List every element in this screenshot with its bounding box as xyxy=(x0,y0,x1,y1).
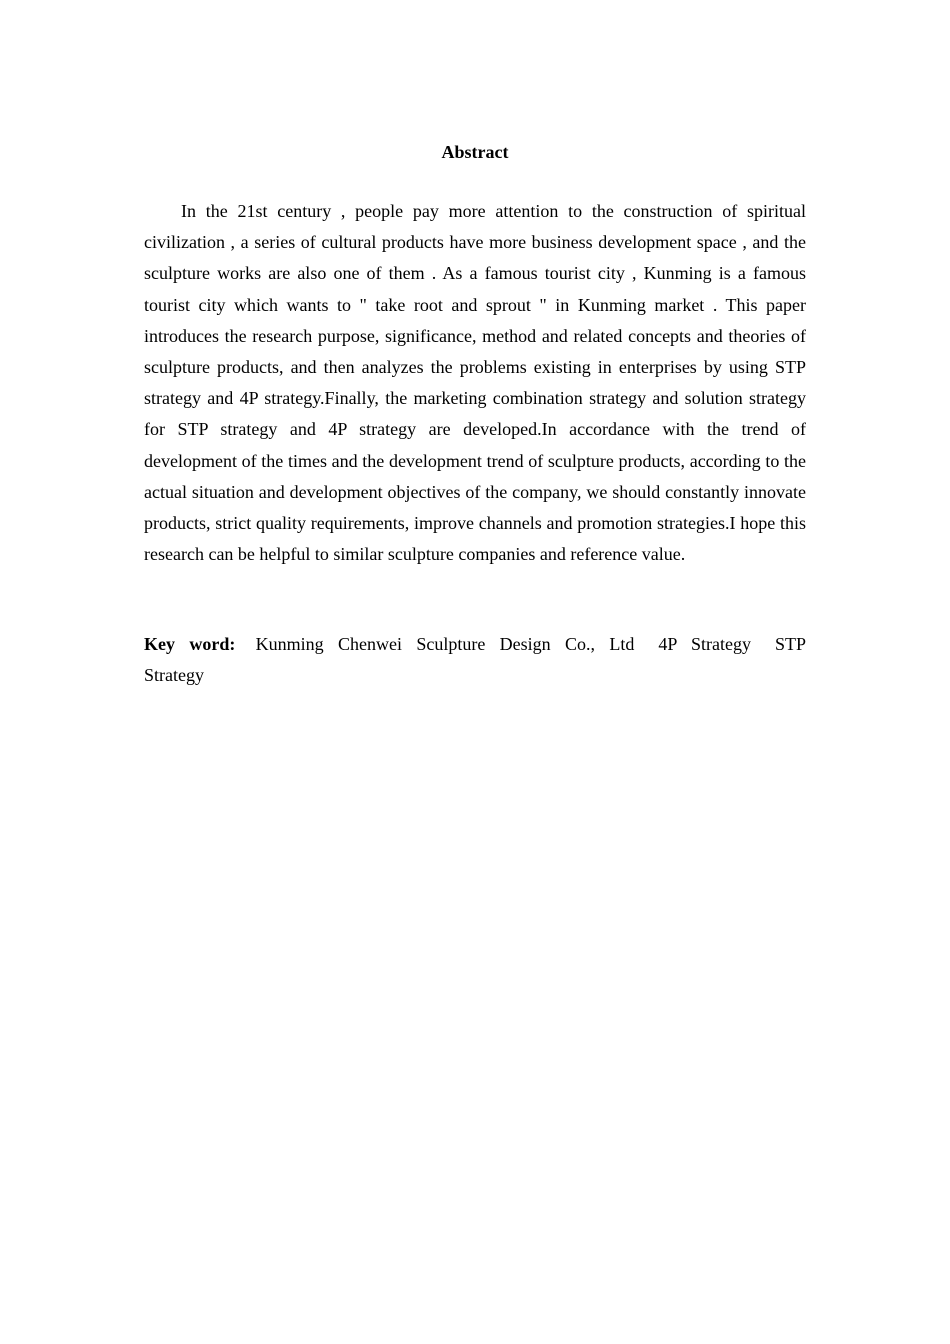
abstract-body: In the 21st century , people pay more attention to the construction of spiritual civilization , a series of cultural products have more business development space , and the sculpture works are also one of them . As a famous tourist city , Kunming is a famous tourist city which wants to " take root and sprout " in Kunming market . This paper introduces the research purpose, significance, method and related concepts and theories of sculpture products, and then analyzes the problems existing in enterprises by using STP strategy and 4P strategy.Finally, the marketing combination strategy and solution strategy for STP strategy and 4P strategy are developed.In accordance with the trend of development of the times and the development trend of sculpture products, according to the actual situation and development objectives of the company, we should constantly innovate products, strict quality requirements, improve channels and promotion strategies.I hope this research can be helpful to similar sculpture companies and reference value. xyxy=(144,201,806,565)
abstract-title: Abstract xyxy=(441,142,509,162)
keywords-label: Key word: xyxy=(144,634,236,654)
keyword-item: STP Strategy xyxy=(144,634,807,686)
keywords-line xyxy=(144,629,806,691)
keyword-item: 4P Strategy xyxy=(658,634,751,654)
keyword-item: Kunming Chenwei Sculpture Design Co., Ltd xyxy=(255,634,635,654)
